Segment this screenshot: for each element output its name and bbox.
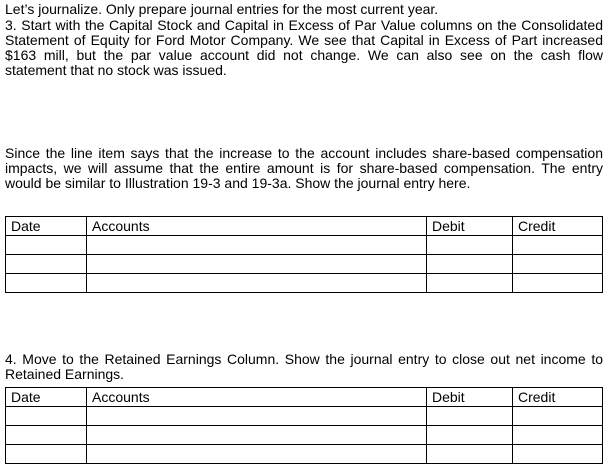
- accounts-cell[interactable]: [87, 274, 427, 293]
- credit-cell[interactable]: [513, 426, 603, 445]
- journal-header-row: [6, 388, 603, 407]
- date-column-header: Date: [6, 388, 87, 407]
- debit-column-header: Debit: [427, 217, 513, 236]
- question-4-paragraph: 4. Move to the Retained Earnings Column. Show the journal entry to close out net income to Retained Earnings.: [5, 351, 603, 382]
- journal-header-row: [6, 217, 603, 236]
- credit-column-header: Credit: [513, 388, 603, 407]
- debit-cell[interactable]: [427, 445, 513, 464]
- date-cell[interactable]: [6, 407, 87, 426]
- accounts-cell[interactable]: [87, 236, 427, 255]
- journal-table-1: [5, 216, 603, 293]
- credit-cell[interactable]: [513, 407, 603, 426]
- table-row: [6, 255, 603, 274]
- debit-cell[interactable]: [427, 255, 513, 274]
- date-cell[interactable]: [6, 445, 87, 464]
- credit-cell[interactable]: [513, 255, 603, 274]
- credit-cell[interactable]: [513, 274, 603, 293]
- accounts-column-header: Accounts: [87, 217, 427, 236]
- date-cell[interactable]: [6, 236, 87, 255]
- table-row: [6, 445, 603, 464]
- credit-cell[interactable]: [513, 236, 603, 255]
- date-column-header: Date: [6, 217, 87, 236]
- table-row: [6, 426, 603, 445]
- table-row: [6, 274, 603, 293]
- date-cell[interactable]: [6, 255, 87, 274]
- accounts-cell[interactable]: [87, 255, 427, 274]
- accounts-cell[interactable]: [87, 426, 427, 445]
- accounts-cell[interactable]: [87, 445, 427, 464]
- date-cell[interactable]: [6, 426, 87, 445]
- debit-cell[interactable]: [427, 274, 513, 293]
- debit-cell[interactable]: [427, 407, 513, 426]
- question-3-followup-paragraph: Since the line item says that the increase to the account includes share-based compensation impacts, we will assume that the entire amount is for share-based compensation. The entry would be similar to Illustration 19-3 and 19-3a. Show the journal entry here.: [5, 145, 603, 191]
- credit-column-header: Credit: [513, 217, 603, 236]
- accounts-column-header: Accounts: [87, 388, 427, 407]
- date-cell[interactable]: [6, 274, 87, 293]
- debit-cell[interactable]: [427, 426, 513, 445]
- table-row: [6, 236, 603, 255]
- intro-paragraph: Let’s journalize. Only prepare journal entries for the most current year.: [5, 1, 439, 17]
- journal-table-2: [5, 387, 603, 464]
- question-3-paragraph: 3. Start with the Capital Stock and Capital in Excess of Par Value columns on the Consolidated Statement of Equity for Ford Motor Company. We see that Capital in Excess of Part increased $163 mill, but the par value account did not change. We can also see on the cash flow statement that no stock was issued.: [5, 17, 603, 78]
- debit-cell[interactable]: [427, 236, 513, 255]
- accounts-cell[interactable]: [87, 407, 427, 426]
- table-row: [6, 407, 603, 426]
- debit-column-header: Debit: [427, 388, 513, 407]
- credit-cell[interactable]: [513, 445, 603, 464]
